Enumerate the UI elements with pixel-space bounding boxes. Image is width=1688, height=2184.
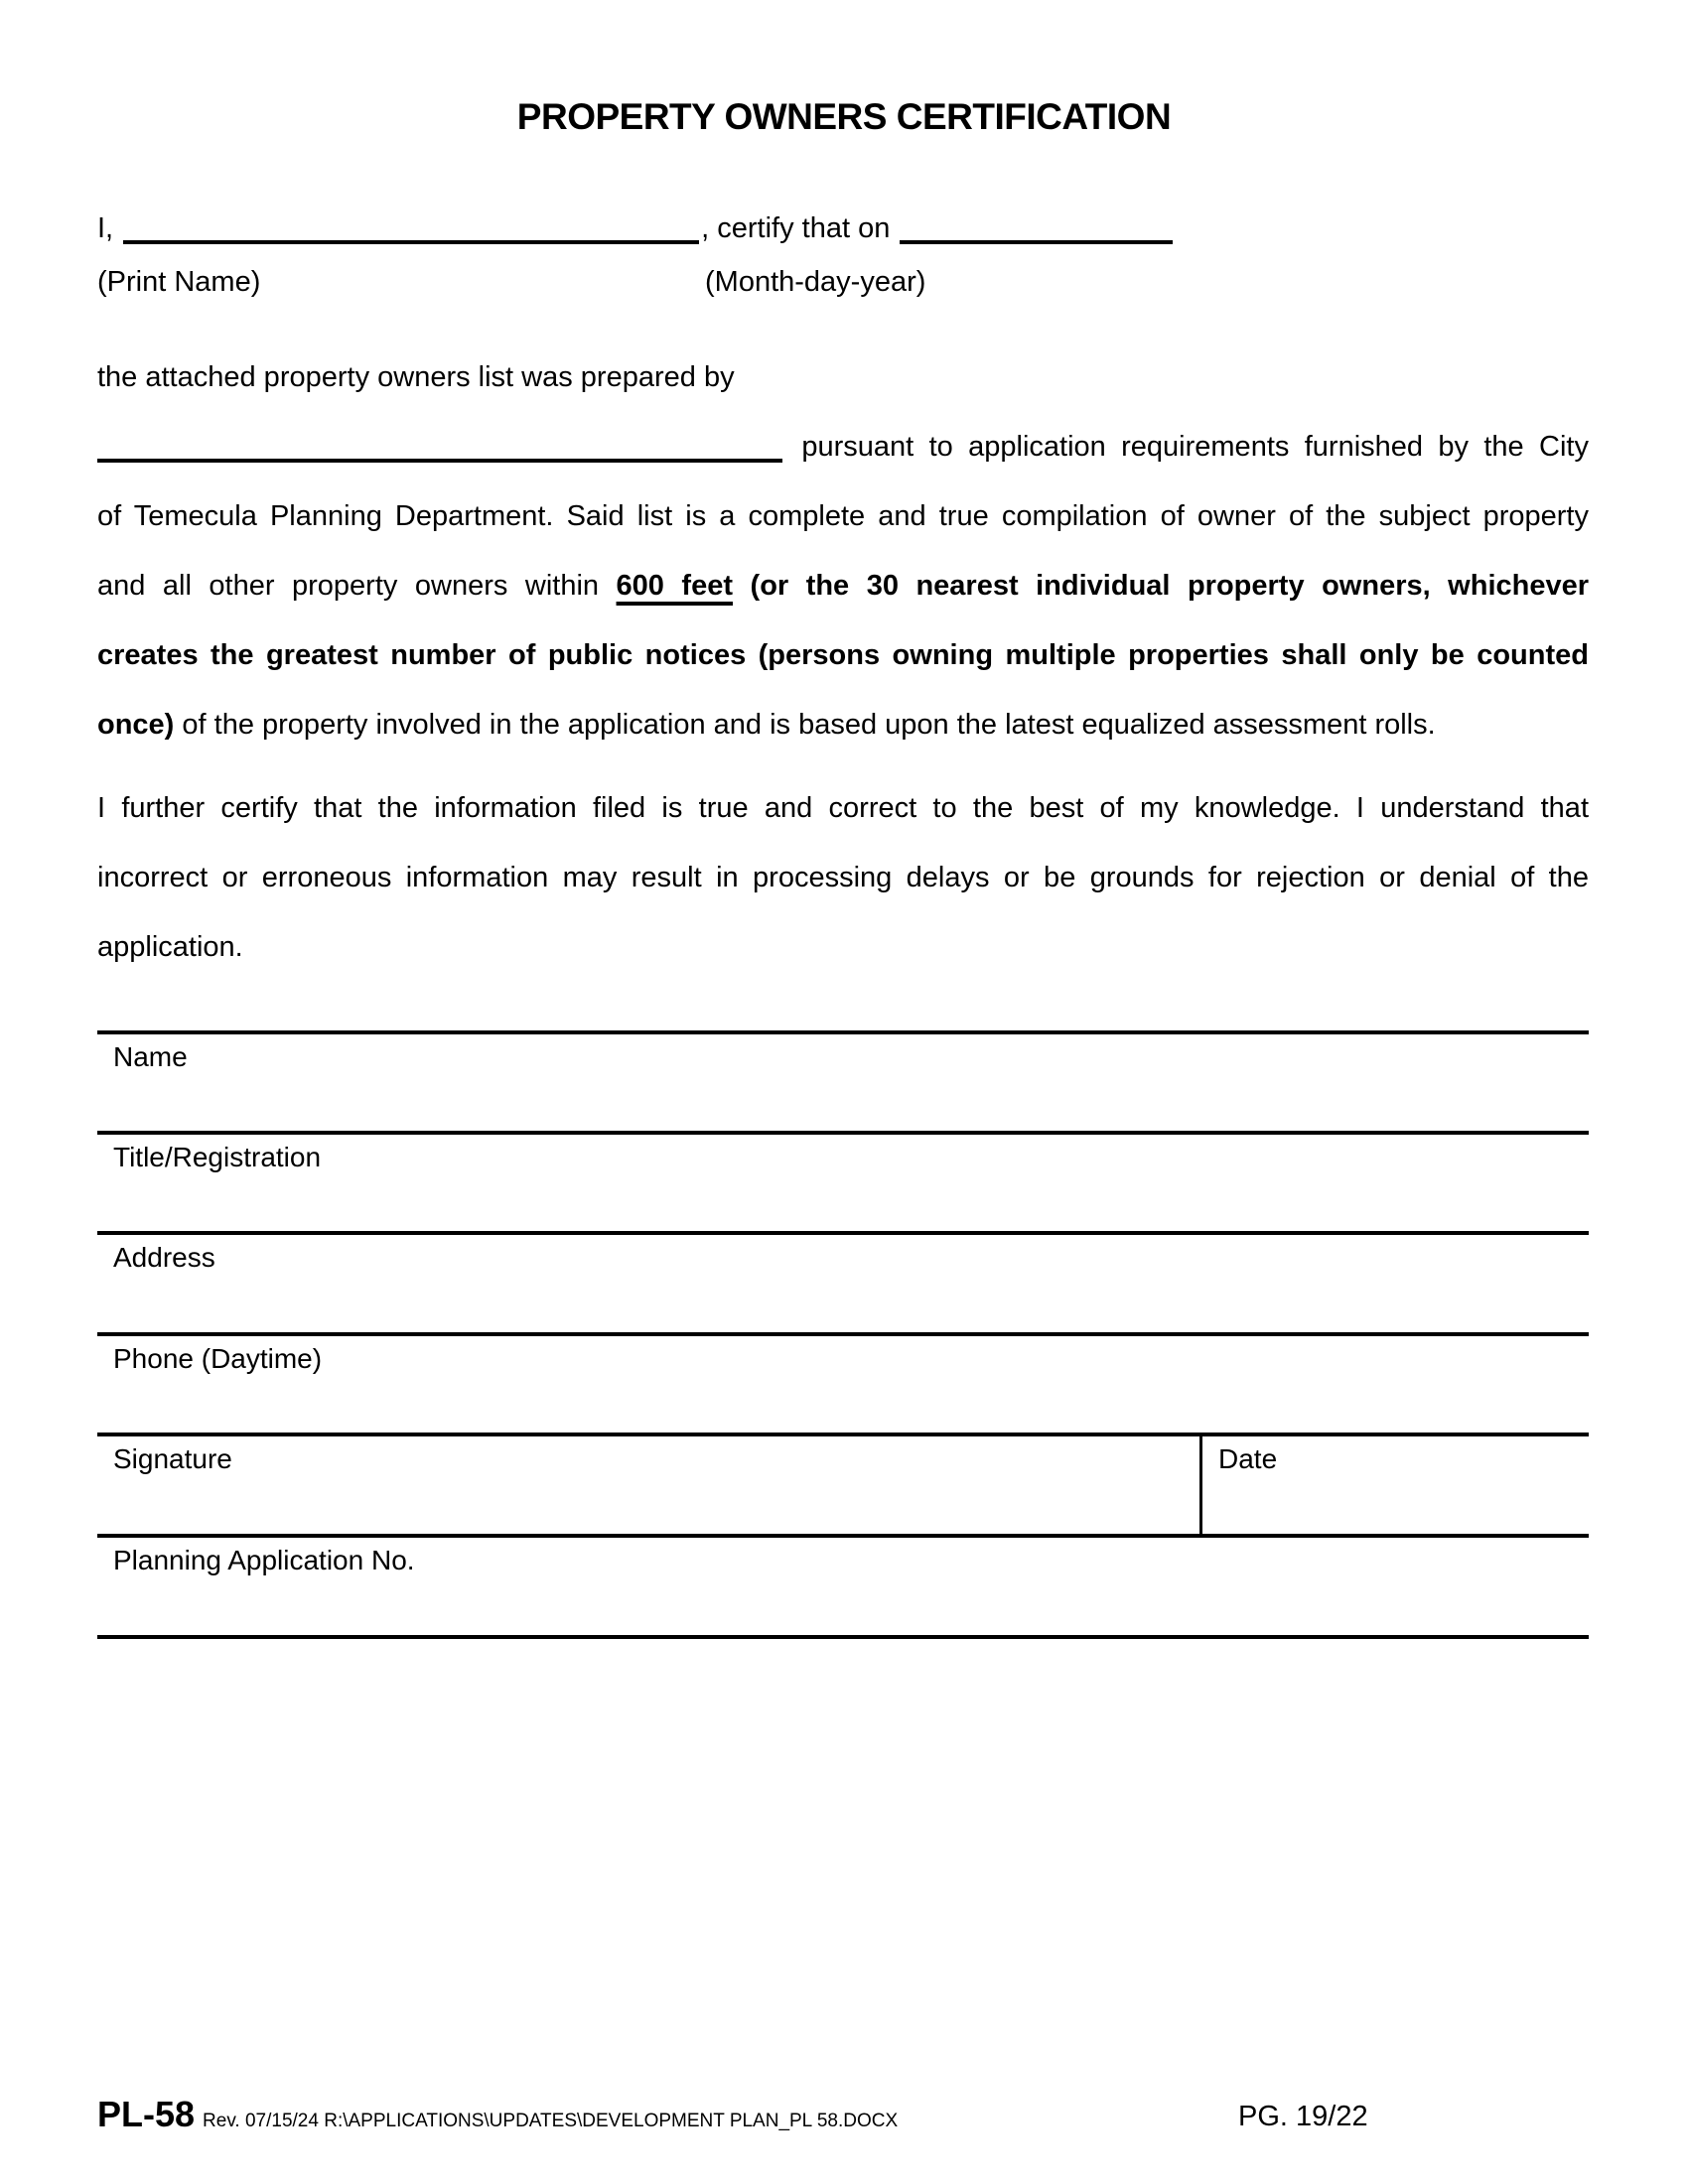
paragraph2-line2: incorrect or erroneous information may result in processing delays or be grounds for rejection or denial of the [97,862,1589,893]
date-field-cell[interactable] [1202,1436,1589,1534]
address-field-row[interactable] [97,1231,1589,1332]
six-hundred-feet-underlined: 600 feet [616,570,734,602]
intro-middle: , certify that on [701,212,891,244]
paragraph1-line4-bold: (or the 30 nearest individual property owners, whichever [750,570,1590,602]
form-number: PL-58 [97,2094,196,2134]
title-registration-field-row[interactable] [97,1131,1589,1231]
signature-label: Signature [113,1443,232,1474]
revision-note: Rev. 07/15/24 R:\APPLICATIONS\UPDATES\DEVELOPMENT PLAN_PL 58.DOCX [203,2111,899,2131]
prepared-by-blank[interactable] [97,459,782,463]
intro-caption-row [97,264,1589,300]
planning-application-label: Planning Application No. [113,1545,415,1575]
paragraph2-line3: application. [97,931,243,963]
name-field-row[interactable] [97,1030,1589,1131]
month-day-year-label: (Month-day-year) [705,266,926,298]
paragraph1-line6 [97,707,1589,743]
paragraph1-line2-text: pursuant to application requirements furnished by the City [801,431,1589,463]
address-label: Address [113,1242,215,1273]
fields-table [97,1030,1589,1639]
certify-date-blank[interactable] [900,240,1173,244]
page-title: PROPERTY OWNERS CERTIFICATION [516,96,1172,137]
paragraph1-line6-regular: of the property involved in the application and is based upon the latest equalized assessment rolls. [182,709,1436,741]
paragraph1-line6-bold: once) [97,709,175,741]
phone-field-row[interactable] [97,1332,1589,1433]
paragraph1-line4 [97,568,1589,604]
phone-label: Phone (Daytime) [113,1343,323,1374]
paragraph1-line1: the attached property owners list was prepared by [97,361,735,393]
intro-prefix: I, [97,212,114,244]
paragraph2-line1: I further certify that the information filed is true and correct to the best of my knowledge. I understand that [97,792,1589,824]
page-indicator: PG. 19/22 [1238,2101,1368,2132]
footer [97,2094,1289,2135]
signature-date-row [97,1433,1589,1534]
planning-application-field-row[interactable] [97,1534,1589,1635]
title-registration-label: Title/Registration [113,1142,322,1172]
paragraph1-line4-regular: and all other property owners within [97,570,600,602]
name-label: Name [113,1041,188,1072]
paragraph1-line5: creates the greatest number of public notices (persons owning multiple properties shall only be counted [97,639,1589,671]
intro-line [97,210,1589,246]
paragraph1-line3: of Temecula Planning Department. Said list is a complete and true compilation of owner of the subject property [97,500,1589,532]
date-label: Date [1218,1443,1278,1474]
paragraph1-line2 [97,429,1589,465]
print-name-label: (Print Name) [97,266,261,298]
print-name-blank[interactable] [123,240,699,244]
signature-field-cell[interactable] [97,1436,1202,1534]
